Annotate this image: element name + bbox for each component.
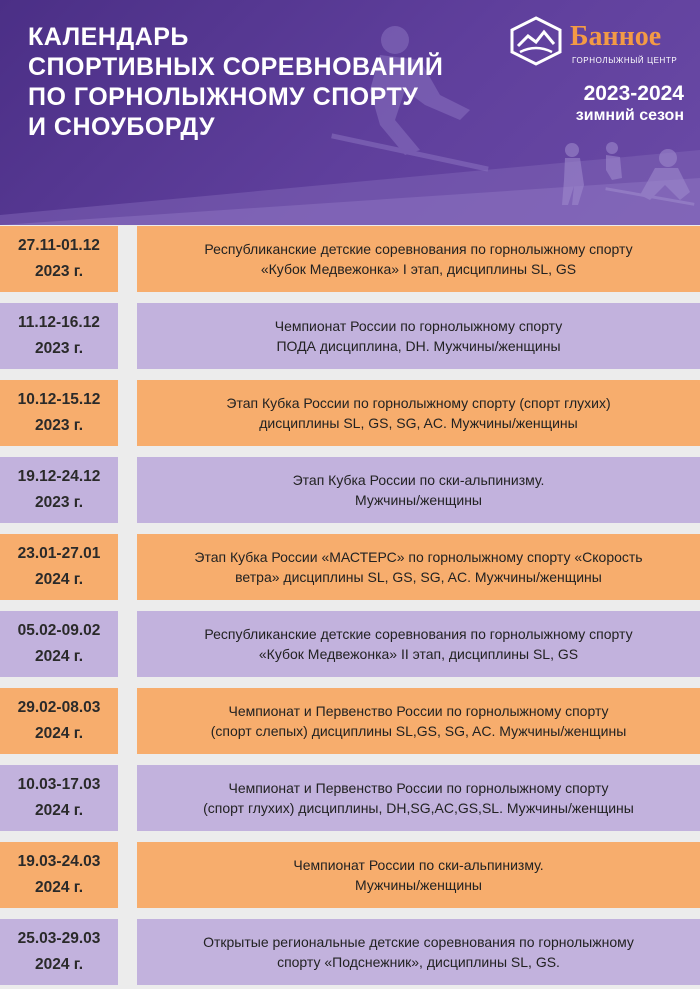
event-date-range: 23.01-27.01 bbox=[17, 545, 101, 562]
event-row bbox=[0, 457, 700, 523]
event-description bbox=[137, 842, 700, 908]
event-date bbox=[0, 380, 118, 446]
event-description-line: «Кубок Медвежонка» II этап, дисциплины SL, GS bbox=[258, 646, 579, 662]
event-row bbox=[0, 919, 700, 985]
event-description-line: дисциплины SL, GS, SG, AC. Мужчины/женщины bbox=[259, 415, 578, 431]
event-description-line: Открытые региональные детские соревнования по горнолыжному bbox=[203, 934, 634, 950]
title-line: И СНОУБОРДУ bbox=[28, 113, 216, 141]
event-year: 2023 г. bbox=[35, 417, 83, 434]
event-description-line: Этап Кубка России по ски-альпинизму. bbox=[292, 472, 545, 488]
event-description-line: Чемпионат и Первенство России по горнолыжному спорту bbox=[228, 780, 609, 796]
event-description-line: Мужчины/женщины bbox=[355, 492, 482, 508]
event-description-line: Чемпионат России по ски-альпинизму. bbox=[293, 857, 544, 873]
event-description bbox=[137, 534, 700, 600]
event-description-line: Чемпионат и Первенство России по горнолыжному спорту bbox=[228, 703, 609, 719]
event-year: 2024 г. bbox=[35, 571, 83, 588]
season-years: 2023-2024 bbox=[583, 82, 684, 105]
event-date bbox=[0, 765, 118, 831]
event-date bbox=[0, 842, 118, 908]
event-row bbox=[0, 765, 700, 831]
event-date bbox=[0, 303, 118, 369]
event-date-range: 27.11-01.12 bbox=[18, 237, 100, 254]
event-year: 2024 г. bbox=[35, 802, 83, 819]
event-year: 2023 г. bbox=[35, 340, 83, 357]
event-date bbox=[0, 226, 118, 292]
event-description bbox=[137, 611, 700, 677]
event-description bbox=[137, 688, 700, 754]
event-row bbox=[0, 611, 700, 677]
event-description-line: ПОДА дисциплина, DH. Мужчины/женщины bbox=[276, 338, 561, 354]
event-date bbox=[0, 919, 118, 985]
event-description-line: «Кубок Медвежонка» I этап, дисциплины SL, GS bbox=[260, 261, 577, 277]
event-description-line: (спорт слепых) дисциплины SL,GS, SG, AC. Мужчины/женщины bbox=[210, 723, 627, 739]
event-row bbox=[0, 303, 700, 369]
event-date-range: 19.12-24.12 bbox=[17, 468, 101, 485]
event-description-line: (спорт глухих) дисциплины, DH,SG,AC,GS,SL. Мужчины/женщины bbox=[203, 800, 634, 816]
event-description-line: Этап Кубка России «МАСТЕРС» по горнолыжному спорту «Скорость bbox=[194, 549, 643, 565]
mountain-logo-icon bbox=[508, 16, 564, 66]
event-description bbox=[137, 765, 700, 831]
event-year: 2023 г. bbox=[35, 494, 83, 511]
event-year: 2024 г. bbox=[35, 956, 83, 973]
event-year: 2024 г. bbox=[35, 648, 83, 665]
event-description-line: Республиканские детские соревнования по горнолыжному спорту bbox=[204, 241, 633, 257]
event-description bbox=[137, 919, 700, 985]
event-year: 2023 г. bbox=[35, 263, 83, 280]
event-date bbox=[0, 611, 118, 677]
event-description-line: ветра» дисциплины SL, GS, SG, AC. Мужчины/женщины bbox=[235, 569, 602, 585]
event-row bbox=[0, 226, 700, 292]
event-date-range: 11.12-16.12 bbox=[18, 314, 100, 331]
event-year: 2024 г. bbox=[35, 725, 83, 742]
event-date-range: 05.02-09.02 bbox=[17, 622, 101, 639]
event-date bbox=[0, 688, 118, 754]
event-description-line: Этап Кубка России по горнолыжному спорту (спорт глухих) bbox=[226, 395, 611, 411]
event-date bbox=[0, 534, 118, 600]
logo-subtitle: ГОРНОЛЫЖНЫЙ ЦЕНТР bbox=[572, 56, 678, 65]
event-row bbox=[0, 688, 700, 754]
event-description bbox=[137, 380, 700, 446]
event-date bbox=[0, 457, 118, 523]
event-date-range: 19.03-24.03 bbox=[17, 853, 101, 870]
event-row bbox=[0, 842, 700, 908]
event-row bbox=[0, 534, 700, 600]
event-description bbox=[137, 226, 700, 292]
event-date-range: 10.03-17.03 bbox=[17, 776, 101, 793]
header-banner bbox=[0, 0, 700, 225]
logo-name: Банное bbox=[570, 21, 662, 52]
title-line: СПОРТИВНЫХ СОРЕВНОВАНИЙ bbox=[28, 53, 444, 81]
event-year: 2024 г. bbox=[35, 879, 83, 896]
event-date-range: 25.03-29.03 bbox=[17, 930, 101, 947]
event-description-line: Мужчины/женщины bbox=[355, 877, 482, 893]
event-date-range: 29.02-08.03 bbox=[17, 699, 101, 716]
event-description bbox=[137, 457, 700, 523]
event-description-line: спорту «Подснежник», дисциплины SL, GS. bbox=[277, 954, 560, 970]
event-date-range: 10.12-15.12 bbox=[17, 391, 101, 408]
event-description bbox=[137, 303, 700, 369]
event-description-line: Республиканские детские соревнования по горнолыжному спорту bbox=[204, 626, 633, 642]
brand-logo bbox=[508, 14, 698, 74]
event-row bbox=[0, 380, 700, 446]
page-title bbox=[28, 22, 443, 142]
season-label: зимний сезон bbox=[575, 107, 684, 124]
title-line: КАЛЕНДАРЬ bbox=[28, 23, 189, 51]
title-line: ПО ГОРНОЛЫЖНОМУ СПОРТУ bbox=[28, 83, 419, 111]
event-description-line: Чемпионат России по горнолыжному спорту bbox=[274, 318, 563, 334]
